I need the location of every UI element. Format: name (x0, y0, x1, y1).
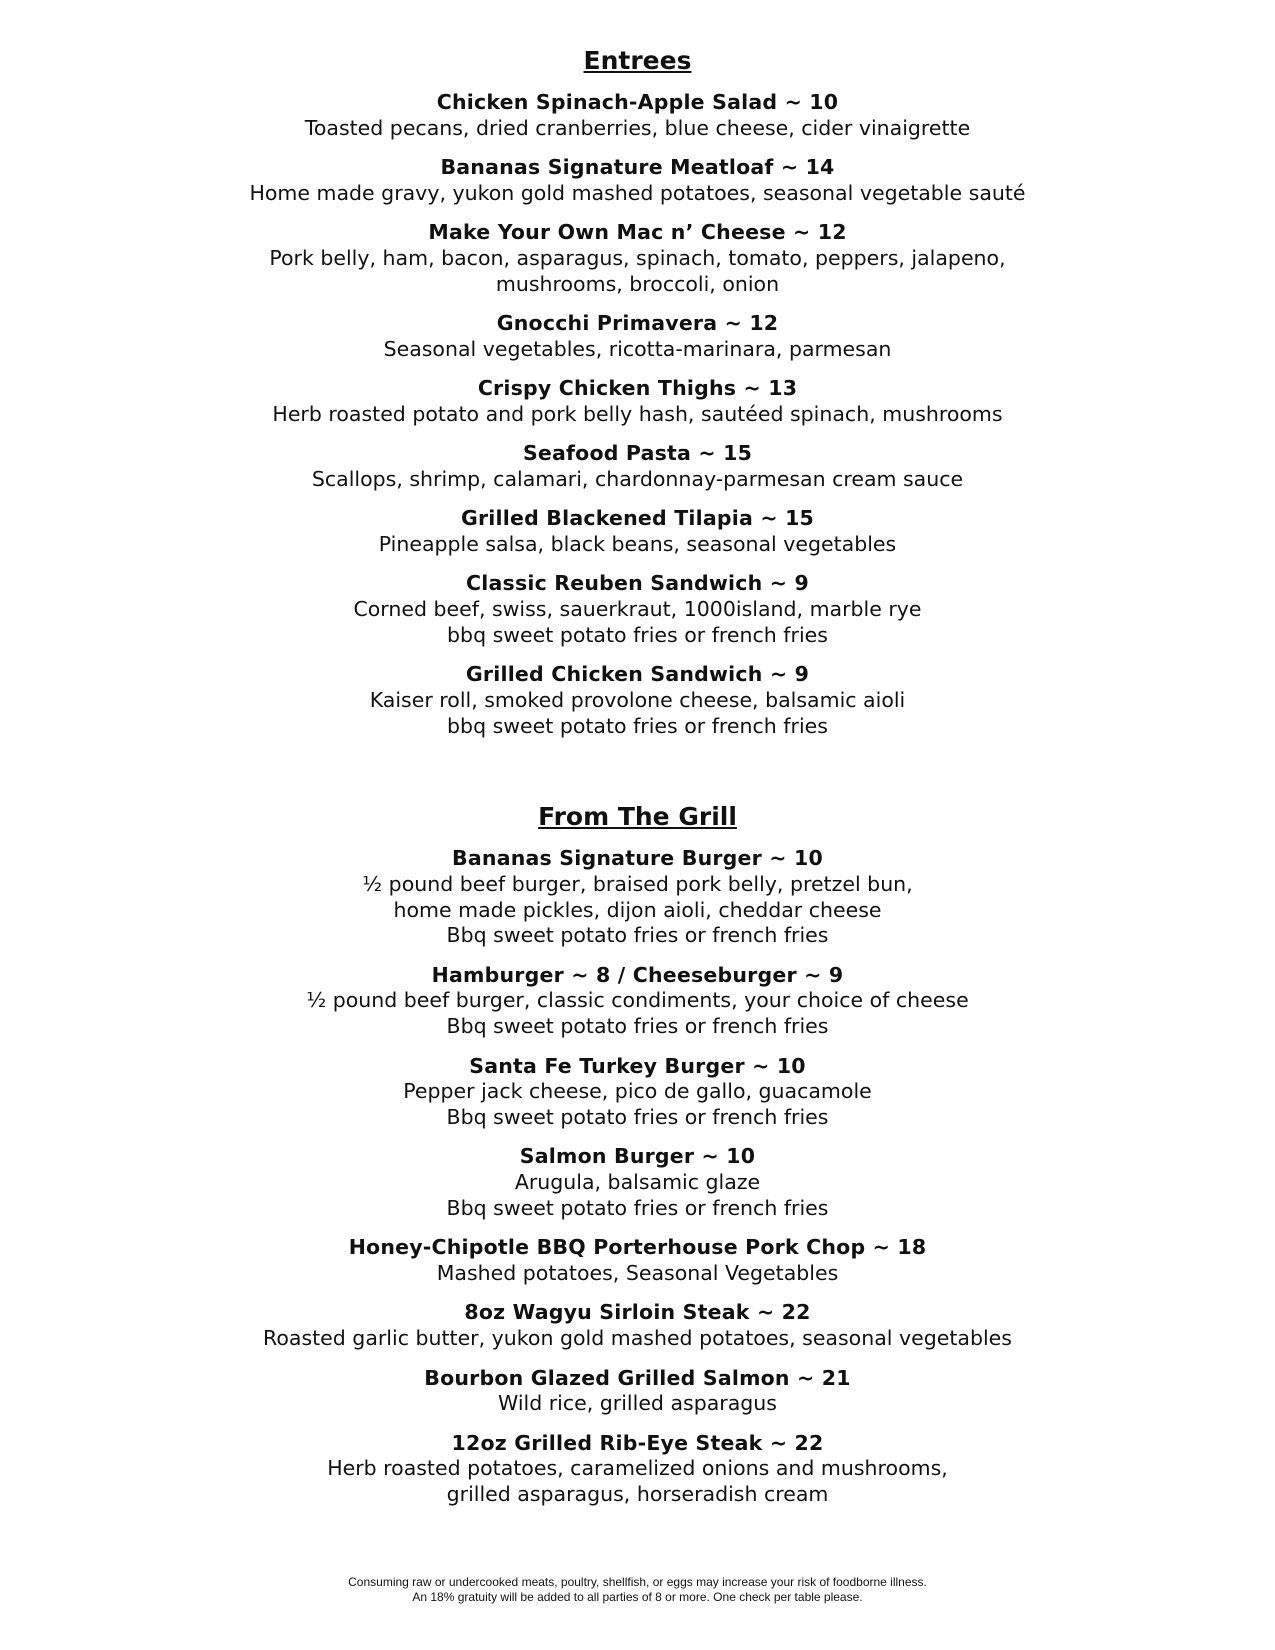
menu-item-name: Honey-Chipotle BBQ Porterhouse Pork Chop ~ 18 (348, 1235, 927, 1260)
menu-item (0, 846, 1275, 949)
footer-notice (0, 1575, 1275, 1605)
menu-item-name: 12oz Grilled Rib-Eye Steak ~ 22 (451, 1430, 824, 1455)
menu-item-description: Bbq sweet potato fries or french fries (446, 1105, 829, 1130)
menu-item-description: Bbq sweet potato fries or french fries (446, 1196, 829, 1221)
menu-item-description: Bbq sweet potato fries or french fries (446, 1014, 829, 1039)
menu-item-name: Salmon Burger ~ 10 (519, 1144, 756, 1169)
menu-item-name: Make Your Own Mac n’ Cheese ~ 12 (428, 220, 847, 245)
menu-item-name: Bananas Signature Burger ~ 10 (452, 846, 823, 870)
menu-item (0, 662, 1275, 739)
menu-item (0, 90, 1275, 142)
menu-item-description: Herb roasted potato and pork belly hash, sautéed spinach, mushrooms (272, 401, 1003, 426)
grill-section (0, 801, 1275, 1522)
menu-item-name: Grilled Chicken Sandwich ~ 9 (465, 662, 810, 687)
menu-item-description: Pork belly, ham, bacon, asparagus, spinach, tomato, peppers, jalapeno, (269, 245, 1006, 270)
menu-item-description: bbq sweet potato fries or french fries (447, 713, 828, 738)
menu-item (0, 1366, 1275, 1418)
menu-item-description: ½ pound beef burger, classic condiments, your choice of cheese (306, 988, 969, 1013)
menu-item (0, 441, 1275, 493)
menu-item-name: Grilled Blackened Tilapia ~ 15 (460, 506, 815, 531)
menu-item-description: bbq sweet potato fries or french fries (447, 623, 828, 648)
menu-item-description: mushrooms, broccoli, onion (495, 271, 780, 296)
menu-item-description: grilled asparagus, horseradish cream (446, 1482, 829, 1507)
menu-item (0, 1235, 1275, 1287)
menu-item-description: Arugula, balsamic glaze (514, 1170, 761, 1195)
menu-item-description: Corned beef, swiss, sauerkraut, 1000island, marble rye (353, 597, 922, 622)
menu-item-description: home made pickles, dijon aioli, cheddar cheese (393, 897, 882, 922)
menu-item-name: Classic Reuben Sandwich ~ 9 (466, 571, 809, 596)
menu-item-name: 8oz Wagyu Sirloin Steak ~ 22 (464, 1300, 811, 1325)
menu-item (0, 506, 1275, 558)
menu-item (0, 1431, 1275, 1508)
menu-item (0, 571, 1275, 648)
menu-item-name: Hamburger ~ 8 / Cheeseburger ~ 9 (431, 962, 844, 987)
menu-item-description: Home made gravy, yukon gold mashed potatoes, seasonal vegetable sauté (249, 180, 1026, 205)
entrees-list (0, 90, 1275, 740)
footer-line: Consuming raw or undercooked meats, poultry, shellfish, or eggs may increase your risk of foodborne illness. (348, 1575, 927, 1589)
section-heading: From The Grill (538, 802, 737, 831)
menu-item-description: Pepper jack cheese, pico de gallo, guacamole (403, 1079, 872, 1104)
menu-item-description: Bbq sweet potato fries or french fries (446, 923, 829, 948)
menu-item-name: Chicken Spinach-Apple Salad ~ 10 (436, 90, 839, 114)
menu-item (0, 963, 1275, 1040)
menu-item (0, 220, 1275, 297)
menu-item (0, 311, 1275, 363)
menu-item (0, 376, 1275, 428)
menu-item (0, 1144, 1275, 1221)
menu-item-description: Roasted garlic butter, yukon gold mashed potatoes, seasonal vegetables (263, 1326, 1012, 1351)
footer-line: An 18% gratuity will be added to all parties of 8 or more. One check per table please. (412, 1590, 863, 1604)
menu-item-description: Scallops, shrimp, calamari, chardonnay-parmesan cream sauce (311, 467, 964, 492)
section-heading: Entrees (583, 46, 692, 75)
grill-list (0, 846, 1275, 1508)
menu-item (0, 1054, 1275, 1131)
menu-item (0, 155, 1275, 207)
menu-item-description: Wild rice, grilled asparagus (498, 1391, 777, 1416)
menu-item-description: Toasted pecans, dried cranberries, blue cheese, cider vinaigrette (304, 115, 971, 140)
menu-item-description: Seasonal vegetables, ricotta-marinara, parmesan (383, 336, 892, 361)
menu-item-description: ½ pound beef burger, braised pork belly, pretzel bun, (362, 871, 913, 896)
menu-item-name: Crispy Chicken Thighs ~ 13 (477, 376, 798, 401)
menu-item-name: Santa Fe Turkey Burger ~ 10 (469, 1053, 806, 1078)
menu-item (0, 1300, 1275, 1352)
menu-item-name: Bananas Signature Meatloaf ~ 14 (440, 155, 835, 180)
menu-item-name: Gnocchi Primavera ~ 12 (496, 311, 779, 336)
menu-item-description: Mashed potatoes, Seasonal Vegetables (436, 1261, 839, 1286)
menu-item-description: Herb roasted potatoes, caramelized onions and mushrooms, (327, 1456, 948, 1481)
menu-item-description: Kaiser roll, smoked provolone cheese, balsamic aioli (369, 688, 906, 713)
menu-item-name: Seafood Pasta ~ 15 (522, 441, 753, 466)
menu-item-description: Pineapple salsa, black beans, seasonal vegetables (378, 532, 897, 557)
menu-item-name: Bourbon Glazed Grilled Salmon ~ 21 (424, 1365, 851, 1390)
entrees-section (0, 45, 1275, 753)
